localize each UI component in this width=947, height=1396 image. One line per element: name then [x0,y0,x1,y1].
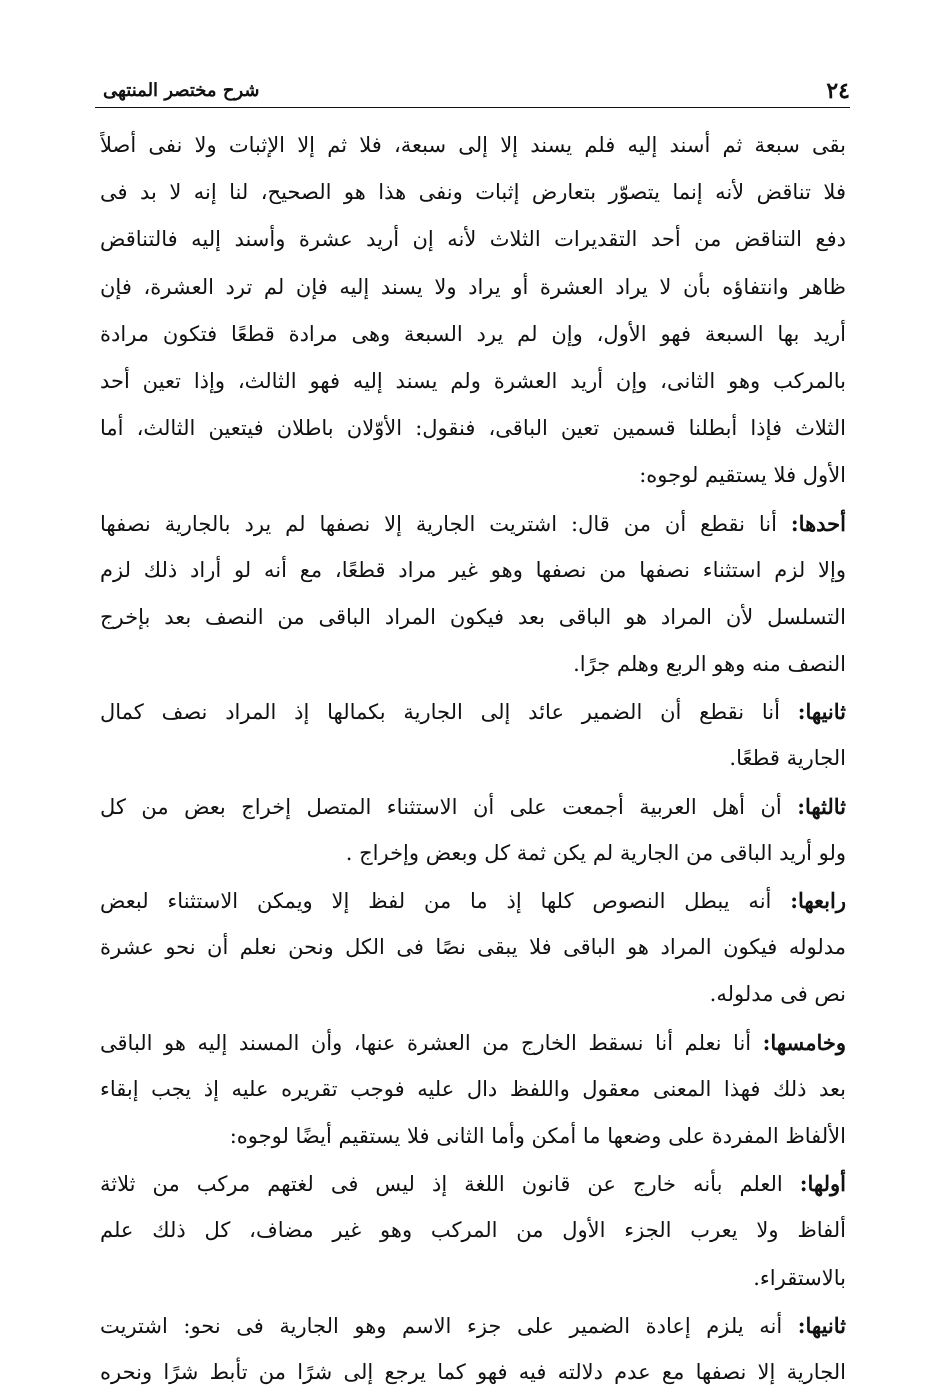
line-text: أن أهل العربية أجمعت على أن الاستثناء المتصل إخراج بعض من كل [100,794,798,819]
line-text: ألفاظ ولا يعرب الجزء الأول من المركب وهو غير مضاف، كل ذلك علم [100,1218,846,1243]
text-line [100,1113,846,1160]
line-text: بالمركب وهو الثانى، وإن أريد العشرة ولم يسند إليه فهو الثالث، وإذا تعين أحد [100,368,846,393]
text-line [100,264,846,311]
text-line [100,216,846,263]
line-text: الألفاظ المفردة على وضعها ما أمكن وأما الثانى فلا يستقيم أيضًا لوجوه: [229,1123,846,1148]
line-text: مدلوله فيكون المراد هو الباقى فلا يبقى نصًا فى الكل ونحن نعلم أن نحو عشرة [100,935,846,960]
text-line [100,1255,846,1302]
text-line [100,1019,846,1066]
text-line [100,830,846,877]
line-text: أريد بها السبعة فهو الأول، وإن لم يرد السبعة وهى مرادة قطعًا فتكون مرادة [100,321,846,346]
text-line [100,783,846,830]
text-line [100,1160,846,1207]
section-lead: ثالثها: [797,793,846,819]
text-line [100,122,846,169]
text-line [100,877,846,924]
text-line [100,500,846,547]
line-text: النصف منه وهو الربع وهلم جرًا. [573,652,846,677]
line-text: أنا نقطع أن من قال: اشتريت الجارية إلا نصفها لم يرد بالجارية نصفها [100,511,791,536]
line-text: أنا نقطع أن الضمير عائد إلى الجارية بكمالها إذ المراد نصف كمال [100,700,798,725]
section-lead: أولها: [799,1171,846,1197]
text-line [100,1302,846,1349]
running-title: شرح مختصر المنتهى [103,80,260,101]
text-line [100,405,846,452]
page-number: ٢٤ [826,78,850,104]
text-line [100,452,846,499]
line-text: الجارية إلا نصفها مع عدم دلالته فيه فهو كما يرجع إلى شرًا من تأبط شرًا ونحره [100,1359,846,1384]
line-text: ولو أريد الباقى من الجارية لم يكن ثمة كل وبعض وإخراج . [345,840,846,865]
text-line [100,641,846,688]
line-text: الثلاث فإذا أبطلنا قسمين تعين الباقى، فنقول: الأوّلان باطلان فيتعين الثالث، أما [100,416,846,441]
text-line [100,358,846,405]
line-text: الأول فلا يستقيم لوجوه: [639,463,846,488]
section-lead: رابعها: [790,888,846,913]
text-line [100,547,846,594]
line-text: ظاهر وانتفاؤه بأن لا يراد العشرة أو يراد ولا يسند إليه فإن لم ترد العشرة، فإن [100,274,846,299]
text-line [100,971,846,1018]
line-text: نص فى مدلوله. [709,982,846,1007]
body-text [100,122,846,1396]
text-line [100,924,846,971]
text-line [100,594,846,641]
text-line [100,1207,846,1254]
line-text: أنه يلزم إعادة الضمير على جزء الاسم وهو الجارية فى نحو: اشتريت [100,1313,798,1338]
page-header [95,76,850,108]
line-text: أنه يبطل النصوص كلها إذ ما من لفظ إلا ويمكن الاستثناء لبعض [100,889,791,913]
line-text: وإلا لزم استثناء نصفها من نصفها وهو غير مراد قطعًا، مع أنه لو أراد ذلك لزم [100,557,846,582]
line-text: دفع التناقض من أحد التقديرات الثلاث لأنه إن أريد عشرة وأسند إليه فالتناقض [100,227,846,252]
text-line [100,311,846,358]
line-text: الجارية قطعًا. [729,746,846,771]
section-lead: وخامسها: [762,1029,846,1055]
text-line [100,1349,846,1396]
text-line [100,688,846,735]
section-lead: ثانيها: [797,1312,846,1338]
line-text: التسلسل لأن المراد هو الباقى بعد فيكون المراد الباقى من النصف بعد بإخرج [100,604,846,629]
section-lead: أحدها: [790,510,846,536]
header-rule [95,107,850,108]
text-line [100,735,846,782]
line-text: أنا نعلم أنا نسقط الخارج من العشرة عنها، وأن المسند إليه هو الباقى [100,1030,763,1055]
line-text: العلم بأنه خارج عن قانون اللغة إذ ليس فى لغتهم مركب من ثلاثة [100,1172,800,1197]
section-lead: ثانيها: [797,699,846,725]
text-line [100,169,846,216]
text-line [100,1066,846,1113]
line-text: بالاستقراء. [753,1265,846,1290]
line-text: فلا تناقض لأنه إنما يتصوّر بتعارض إثبات ونفى هذا هو الصحيح، لنا إنه لا بد فى [100,180,846,205]
line-text: بعد ذلك فهذا المعنى معقول واللفظ دال عليه فوجب تقريره عليه إذ يجب إبقاء [100,1076,846,1101]
line-text: بقى سبعة ثم أسند إليه فلم يسند إلا إلى سبعة، فلا ثم إلا الإثبات ولا نفى أصلاً [100,133,846,157]
